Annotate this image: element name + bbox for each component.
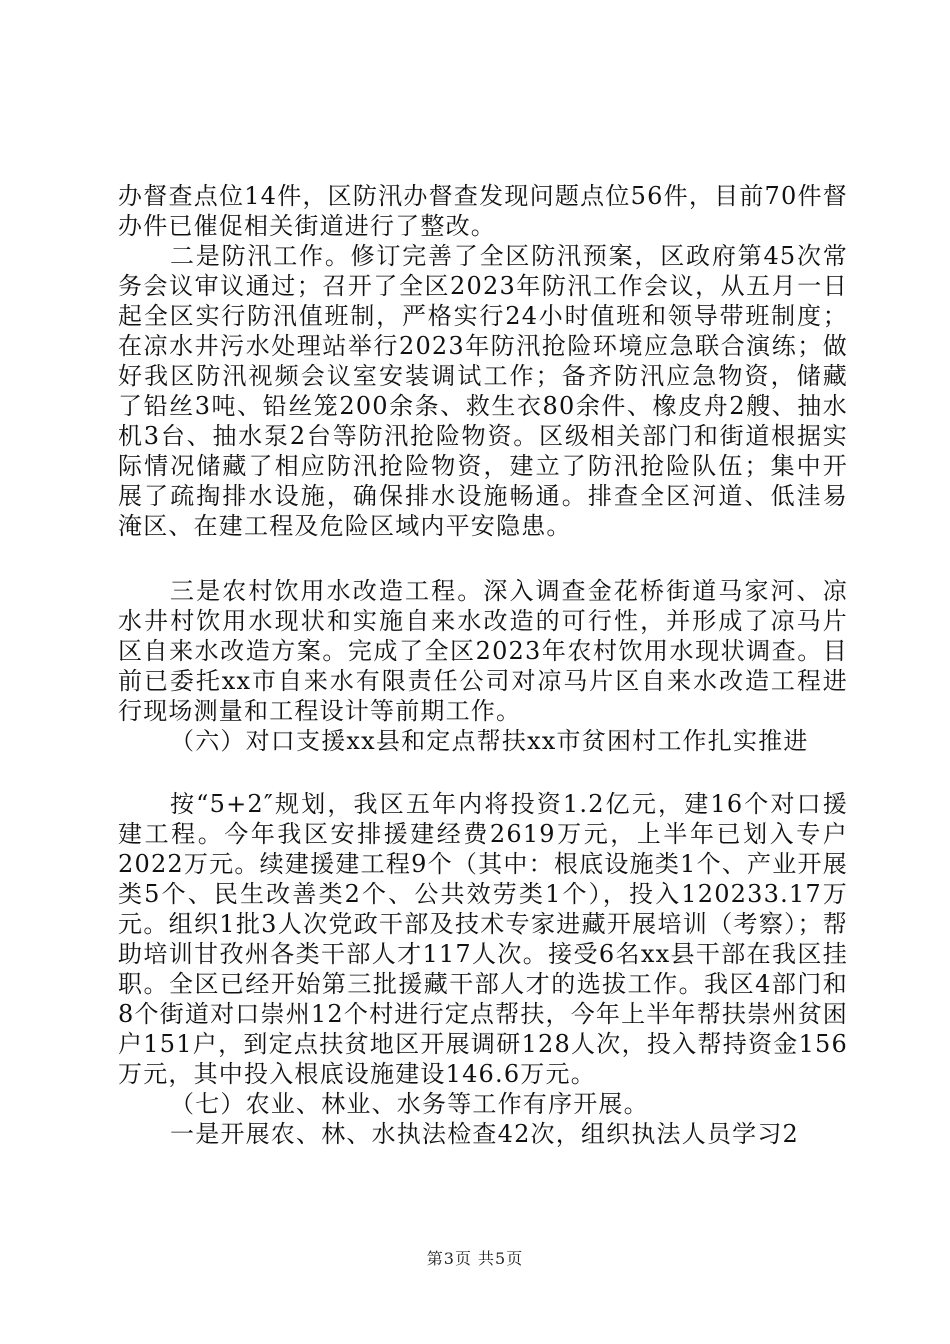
paragraph-rural-water: 三是农村饮用水改造工程。深入调查金花桥街道马家河、凉水井村饮用水现状和实施自来水改造的可行性，并形成了凉马片区自来水改造方案。完成了全区2023年农村饮用水现状调查。目前已委托xx市自来水有限责任公司对凉马片区自来水改造工程进行现场测量和工程设计等前期工作。 [118, 577, 848, 725]
paragraph-law-enforcement: 一是开展农、林、水执法检查42次，组织执法人员学习2 [170, 1120, 800, 1148]
paragraph-rectification: 办督查点位14件，区防汛办督查发现问题点位56件，目前70件督办件已催促相关街道进行了整改。 [118, 182, 848, 240]
paragraph-aid-plan: 按“5+2″规划，我区五年内将投资1.2亿元，建16个对口援建工程。今年我区安排援建经费2619万元，上半年已划入专户2022万元。续建援建工程9个（其中：根底设施类1个、产业开展类5个、民生改善类2个、公共效劳类1个），投入120233.17万元。组织1批3人次党政干部及技术专家进藏开展培训（考察）；帮助培训甘孜州各类干部人才117人次。接受6名xx县干部在我区挂职。全区已经开始第三批援藏干部人才的选拔工作。我区4部门和8个街道对口崇州12个村进行定点帮扶，今年上半年帮扶崇州贫困户151户，到定点扶贫地区开展调研128人次，投入帮持资金156万元，其中投入根底设施建设146.6万元。 [118, 790, 848, 1088]
heading-section-seven: （七）农业、林业、水务等工作有序开展。 [170, 1090, 649, 1118]
section-block-2 [118, 576, 848, 756]
section-block-3 [118, 789, 848, 1149]
page-number-footer: 第3页 共5页 [426, 1249, 524, 1268]
heading-section-six: （六）对口支援xx县和定点帮扶xx市贫困村工作扎实推进 [170, 727, 809, 755]
paragraph-flood-control: 二是防汛工作。修订完善了全区防汛预案，区政府第45次常务会议审议通过；召开了全区2023年防汛工作会议，从五月一日起全区实行防汛值班制，严格实行24小时值班和领导带班制度；在凉水井污水处理站举行2023年防汛抢险环境应急联合演练；做好我区防汛视频会议室安装调试工作；备齐防汛应急物资，储藏了铅丝3吨、铅丝笼200余条、救生衣80余件、橡皮舟2艘、抽水机3台、抽水泵2台等防汛抢险物资。区级相关部门和街道根据实际情况储藏了相应防汛抢险物资，建立了防汛抢险队伍；集中开展了疏掏排水设施，确保排水设施畅通。排查全区河道、低洼易淹区、在建工程及危险区域内平安隐患。 [118, 242, 848, 540]
section-block-1 [118, 181, 848, 541]
